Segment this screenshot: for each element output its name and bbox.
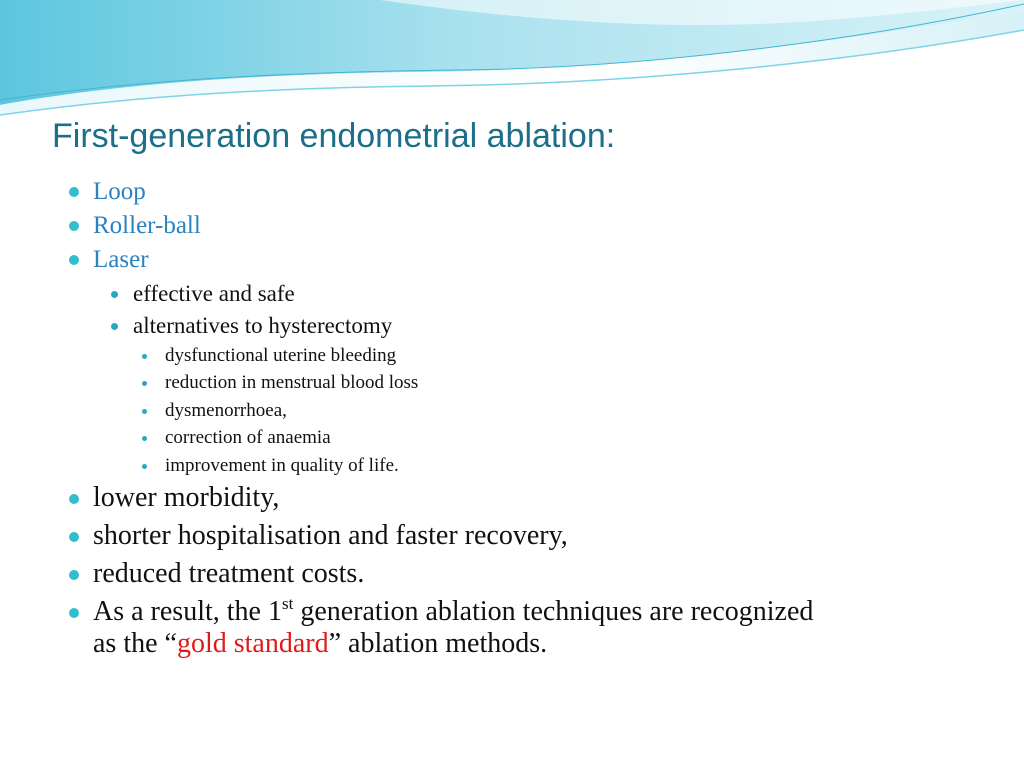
bullet-icon [142,436,147,441]
technique-roller-ball: Roller-ball [93,212,201,239]
list-item [93,177,146,207]
conclusion-line-1: As a result, the 1st generation ablation techniques are recognized [93,594,814,627]
laser-point: alternatives to hysterectomy [133,313,393,338]
bullet-icon [69,570,79,580]
slide-title: First-generation endometrial ablation: [52,117,616,155]
bullet-icon [111,323,118,330]
indication: dysmenorrhoea, [165,400,287,421]
benefit: shorter hospitalisation and faster recovery, [93,520,568,551]
indication: improvement in quality of life. [165,455,399,476]
list-item [93,482,279,514]
list-item [133,312,392,340]
list-item [165,371,418,395]
list-item [93,211,201,241]
conclusion-item [93,596,813,660]
benefit: reduced treatment costs. [93,558,365,589]
list-item [93,245,149,275]
indication: dysfunctional uterine bleeding [165,345,397,366]
list-item [93,520,568,552]
bullet-icon [142,464,147,469]
laser-point: effective and safe [133,281,295,306]
technique-laser: Laser [93,246,149,273]
conclusion-line-2: as the “gold standard” ablation methods. [93,628,548,659]
bullet-icon [69,255,79,265]
list-item [165,399,287,423]
technique-loop: Loop [93,178,146,205]
list-item [93,558,364,590]
bullet-icon [69,494,79,504]
header-wave-decoration [0,0,1024,130]
bullet-icon [142,409,147,414]
list-item [165,426,331,450]
list-item [165,344,396,368]
benefit: lower morbidity, [93,482,280,513]
ordinal-superscript: st [281,594,294,613]
indication: reduction in menstrual blood loss [165,372,419,393]
bullet-icon [69,221,79,231]
list-item [165,454,399,478]
bullet-icon [142,354,147,359]
bullet-icon [69,187,79,197]
bullet-icon [69,608,79,618]
bullet-icon [111,291,118,298]
list-item [133,280,295,308]
indication: correction of anaemia [165,427,331,448]
gold-standard-highlight: gold standard [176,628,329,659]
bullet-icon [142,381,147,386]
bullet-icon [69,532,79,542]
